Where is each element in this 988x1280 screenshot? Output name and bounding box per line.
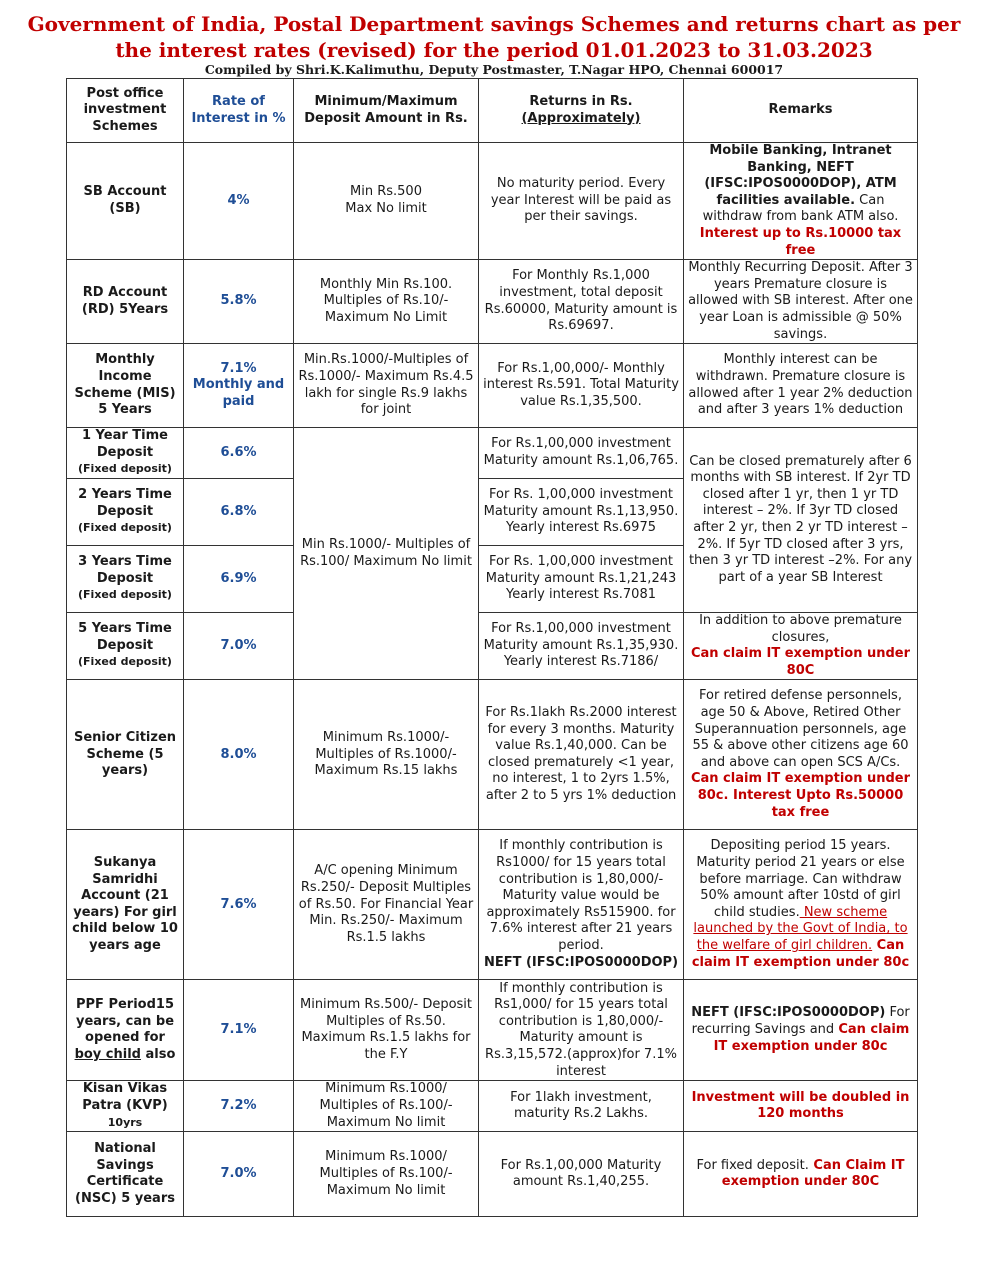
interest-rate: 7.2% [184,1081,294,1132]
remarks: Investment will be doubled in 120 months [684,1081,918,1132]
deposit-amount: A/C opening Minimum Rs.250/- Deposit Multiples of Rs.50. For Financial Year Min. Rs.250/- Maximum Rs.1.5 lakhs [294,830,479,980]
remarks: Can be closed prematurely after 6 months with SB interest. If 2yr TD closed after 1 yr, then 1 yr TD interest – 2%. If 3yr TD closed after 2 yr, then 2 yr TD interest – 2%. If 5yr TD closed after 3 yrs, then 3 yr TD interest –2%. For any part of a year SB Interest [684,428,918,613]
scheme-name [67,980,184,1081]
interest-rate-note: Monthly and paid [192,377,285,409]
table-row [67,612,918,679]
title-line-2: the interest rates (revised) for the period 01.01.2023 to 31.03.2023 [115,38,873,62]
returns [479,830,684,980]
remarks [684,980,918,1081]
scheme-name: Senior Citizen Scheme (5 years) [67,680,184,830]
scheme-name: Monthly Income Scheme (MIS) 5 Years [67,344,184,428]
remarks: Monthly interest can be withdrawn. Premature closure is allowed after 1 year 2% deduction and after 3 years 1% deduction [684,344,918,428]
interest-rate: 7.0% [184,1132,294,1217]
remarks [684,143,918,260]
scheme-title: 5 Years Time Deposit [78,621,172,653]
interest-rate: 7.0% [184,612,294,679]
interest-rate: 7.1% [184,980,294,1081]
scheme-name [67,612,184,679]
header-returns [479,79,684,143]
table-row [67,830,918,980]
returns: For Rs.1,00,000/- Monthly interest Rs.591. Total Maturity value Rs.1,35,500. [479,344,684,428]
returns: For Rs.1,00,000 investment Maturity amount Rs.1,06,765. [479,428,684,479]
scheme-title: 1 Year Time Deposit [81,428,168,460]
scheme-subtitle: (Fixed deposit) [78,655,172,669]
header-scheme: Post office investment Schemes [67,79,184,143]
interest-rate: 8.0% [184,680,294,830]
scheme-title: 3 Years Time Deposit [78,554,172,586]
returns: For Rs.1,00,000 investment Maturity amount Rs.1,35,930. Yearly interest Rs.7186/ [479,612,684,679]
returns-text: If monthly contribution is Rs1000/ for 15 years total contribution is 1,80,000/- Maturity value would be approximately Rs515900. for 7.6% interest after 21 years period. [486,838,676,953]
deposit-amount: Monthly Min Rs.100. Multiples of Rs.10/- Maximum No Limit [294,260,479,344]
table-row [67,680,918,830]
scheme-title: 2 Years Time Deposit [78,487,172,519]
remarks-text: For fixed deposit. [696,1157,809,1173]
scheme-name [67,428,184,479]
schemes-table [66,78,918,1217]
interest-rate: 7.6% [184,830,294,980]
remarks [684,1132,918,1217]
scheme-name: Sukanya Samridhi Account (21 years) For girl child below 10 years age [67,830,184,980]
header-row [67,79,918,143]
remarks-highlight: Can Claim IT exemption under 80C [721,1157,905,1190]
remarks-bold: NEFT (IFSC:IPOS0000DOP) [691,1005,886,1021]
compiled-by: Compiled by Shri.K.Kalimuthu, Deputy Postmaster, T.Nagar HPO, Chennai 600017 [204,62,784,77]
remarks-link[interactable]: New scheme launched by the Govt of India, to the welfare of girl children. [693,904,908,953]
header-deposit: Minimum/Maximum Deposit Amount in Rs. [294,79,479,143]
scheme-name: SB Account (SB) [67,143,184,260]
remarks [684,830,918,980]
deposit-amount: Minimum Rs.500/- Deposit Multiples of Rs.50. Maximum Rs.1.5 lakhs for the F.Y [294,980,479,1081]
remarks-highlight: Can claim IT exemption under 80c [713,1022,910,1054]
scheme-subtitle: (Fixed deposit) [78,521,172,535]
deposit-amount: Minimum Rs.1000/- Multiples of Rs.1000/- Maximum Rs.15 lakhs [294,680,479,830]
interest-rate [184,344,294,428]
interest-rate: 6.6% [184,428,294,479]
scheme-title: Kisan Vikas Patra (KVP) [82,1081,168,1114]
deposit-amount: Min.Rs.1000/-Multiples of Rs.1000/- Maximum Rs.4.5 lakh for single Rs.9 lakhs for joint [294,344,479,428]
deposit-amount: Min Rs.1000/- Multiples of Rs.100/ Maximum No limit [294,428,479,680]
returns: No maturity period. Every year Interest will be paid as per their savings. [479,143,684,260]
interest-rate: 6.9% [184,545,294,612]
scheme-subtitle: (Fixed deposit) [78,462,172,476]
title-line-1: Government of India, Postal Department savings Schemes and returns chart as per [27,12,961,36]
returns: For Rs. 1,00,000 investment Maturity amount Rs.1,21,243 Yearly interest Rs.7081 [479,545,684,612]
scheme-subtitle: (Fixed deposit) [78,588,172,602]
returns: For Rs.1,00,000 Maturity amount Rs.1,40,255. [479,1132,684,1217]
header-remarks: Remarks [684,79,918,143]
interest-rate: 4% [184,143,294,260]
returns: If monthly contribution is Rs1,000/ for 15 years total contribution is 1,80,000/- Maturity amount is Rs.3,15,572.(approx)for 7.1% interest [479,980,684,1081]
remarks-highlight: Can claim IT exemption under 80c [691,938,910,970]
scheme-text-end: also [140,1046,176,1062]
scheme-name [67,478,184,545]
remarks-text: For retired defense personnels, age 50 & Above, Retired Other Superannuation personnels, age 55 & above other citizens age 60 and above can open SCS A/Cs. [692,688,909,770]
returns-neft: NEFT (IFSC:IPOS0000DOP) [483,954,679,970]
table-row [67,260,918,344]
scheme-name: National Savings Certificate (NSC) 5 years [67,1132,184,1217]
remarks [684,612,918,679]
remarks-bold: Mobile Banking, Intranet Banking, NEFT (IFSC:IPOS0000DOP), ATM facilities available. [704,143,897,208]
header-rate: Rate of Interest in % [184,79,294,143]
scheme-text: PPF Period15 years, can be opened for [75,997,175,1046]
remarks-highlight: Can claim IT exemption under 80C [690,646,911,678]
table-row [67,428,918,479]
scheme-name [67,545,184,612]
interest-rate: 6.8% [184,478,294,545]
table-row [67,1132,918,1217]
returns: For Rs. 1,00,000 investment Maturity amount Rs.1,13,950. Yearly interest Rs.6975 [479,478,684,545]
remarks-text: For recurring Savings and [691,1005,910,1038]
interest-rate-value: 7.1% [220,360,257,376]
remarks-text: In addition to above premature closures, [699,612,902,645]
table-row [67,980,918,1081]
returns: For Rs.1lakh Rs.2000 interest for every 3 months. Maturity value Rs.1,40,000. Can be closed prematurely <1 year, no interest, 1 to 2yrs 1.5%, after 2 to 5 yrs 1% deduction [479,680,684,830]
header-returns-line1: Returns in Rs. [529,93,633,109]
remarks [684,680,918,830]
deposit-amount: Minimum Rs.1000/ Multiples of Rs.100/- Maximum No limit [294,1081,479,1132]
table-row [67,1081,918,1132]
scheme-name: RD Account (RD) 5Years [67,260,184,344]
remarks-highlight: Interest up to Rs.10000 tax free [699,225,902,258]
deposit-amount: Min Rs.500 Max No limit [294,143,479,260]
remarks-highlight: Can claim IT exemption under 80c. Interest Upto Rs.50000 tax free [690,771,911,820]
interest-rate: 5.8% [184,260,294,344]
deposit-amount: Minimum Rs.1000/ Multiples of Rs.100/- Maximum No limit [294,1132,479,1217]
scheme-subtitle: 10yrs [107,1115,143,1129]
scheme-name [67,1081,184,1132]
table-row [67,143,918,260]
remarks-text: Can withdraw from bank ATM also. [702,192,899,225]
remarks: Monthly Recurring Deposit. After 3 years Premature closure is allowed with SB interest. After one year Loan is admissible @ 50% savings. [684,260,918,344]
remarks-text: Depositing period 15 years. Maturity period 21 years or else before marriage. Can withdraw 50% amount after 10std of girl child studies. [696,838,905,920]
returns: For 1lakh investment, maturity Rs.2 Lakhs. [479,1081,684,1132]
table-row [67,344,918,428]
header-returns-line2: (Approximately) [521,110,641,126]
returns: For Monthly Rs.1,000 investment, total deposit Rs.60000, Maturity amount is Rs.69697. [479,260,684,344]
scheme-underline: boy child [74,1046,141,1062]
